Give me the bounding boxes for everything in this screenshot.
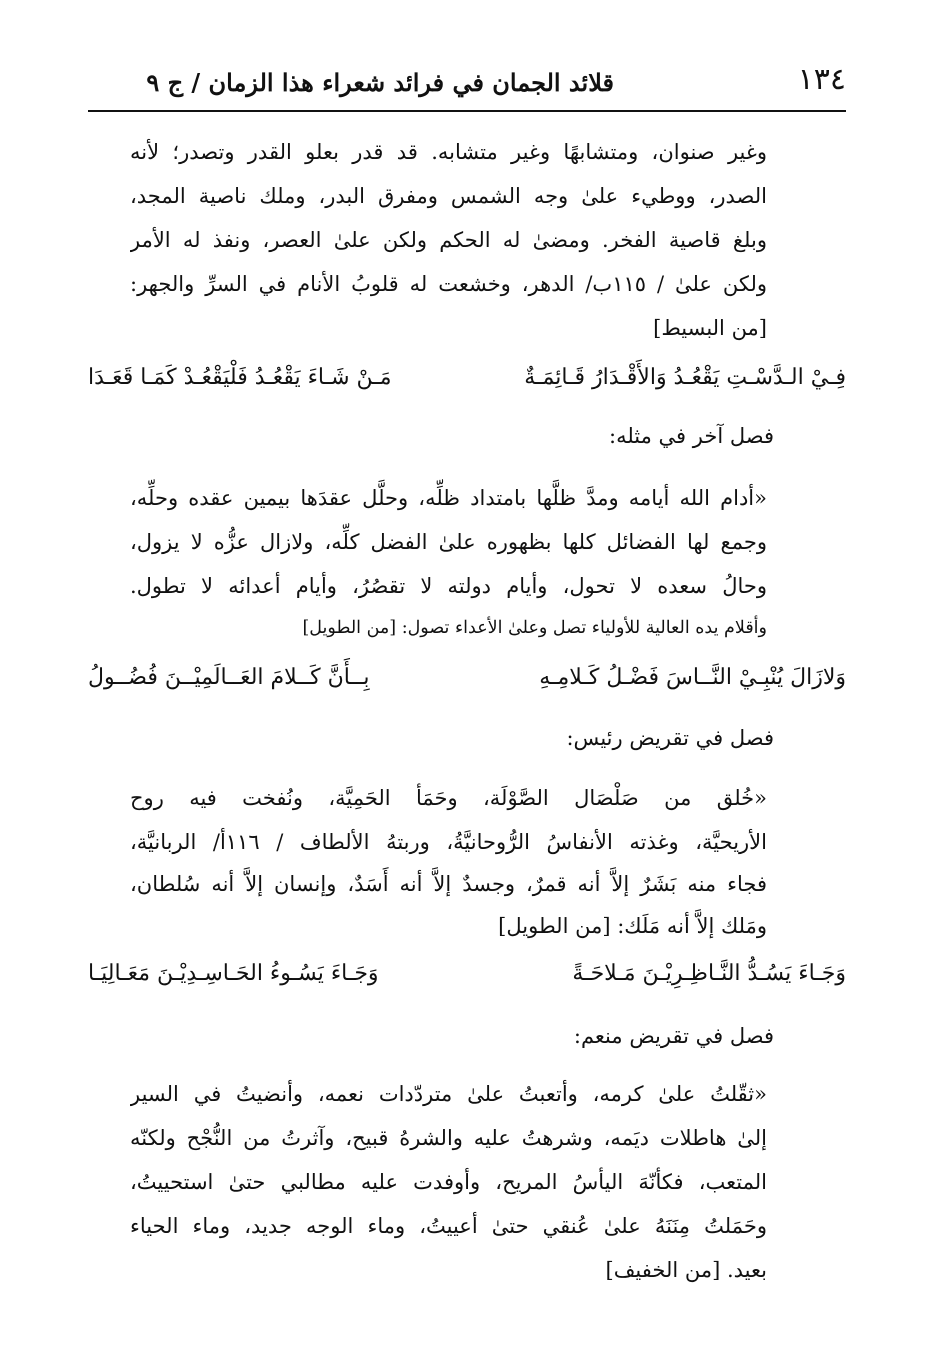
section-heading: فصل آخر في مثله:	[609, 424, 774, 448]
section-heading: فصل في تقريض منعم:	[573, 1024, 774, 1048]
text-line: الصدر، ووطيء علىٰ وجه الشمس ومفرق البدر، وملك ناصية المجد،	[130, 184, 767, 208]
running-title: قلائد الجمان في فرائد شعراء هذا الزمان / ج ٩	[146, 68, 614, 97]
verse-line	[88, 950, 846, 998]
text-line-body: بعيد.	[726, 1258, 767, 1282]
text-line	[300, 1250, 767, 1290]
text-line: المتعب، فكأنّهَ اليأسُ المريح، وأوفدت عليه مطالبي حتىٰ استحييتُ،	[130, 1170, 767, 1194]
verse-second-hemistich: بِــأَنَّ كَــلامَ العَــالَمِيْــنَ فُضُــولُ	[88, 665, 370, 690]
text-line	[300, 608, 767, 648]
meter-label: [من البسيط]	[653, 316, 767, 340]
text-line: الأريحيَّة، وغذته الأنفاسُ الرُّوحانيَّةُ، وربتهُ الألطاف / ١١٦أ/ الربانيَّة،	[130, 830, 767, 854]
text-line: «ثقّلتُ علىٰ كرمه، وأتعبتُ علىٰ متردّدات نعمه، وأنضيتُ في السير	[130, 1082, 767, 1106]
page-header	[88, 60, 846, 104]
verse-second-hemistich: وَجَـاءَ يَسُـوءُ الحَـاسِـدِيْـنَ مَعَـالِيَـا	[88, 961, 379, 986]
text-line-body: وأقلام يده العالية للأولياء تصل وعلىٰ الأعداء تصول:	[401, 618, 767, 638]
verse-first-hemistich: فِـيْ الـدَّسْـتِ يَقْعُـدُ وَالأَقْـدَارُ قَـائِمَـةٌ	[524, 365, 846, 390]
text-line: وغير صنوان، ومتشابهًا وغير متشابه. قد قدر بعلو القدر وتصدر؛ لأنه	[130, 140, 767, 164]
text-line: وحالُ سعده لا تحول، وأيام دولته لا تقصُرُ، وأيام أعدائه لا تطول.	[130, 574, 767, 598]
text-line	[300, 906, 767, 946]
text-line: وبلغ قاصية الفخر. ومضىٰ له الحكم ولكن علىٰ العصر، ونفذ له الأمر	[130, 228, 767, 252]
meter-label: [من الطويل]	[302, 618, 397, 638]
verse-line	[88, 654, 846, 702]
page-number: ١٣٤	[797, 62, 846, 97]
text-line-body: ومَلك إلاَّ أنه مَلَك:	[617, 914, 767, 938]
text-line: «خُلق من صَلْصَال الصَّوْلَة، وحَمَأ الحَمِيَّة، ونُفخت فيه روح	[130, 786, 767, 810]
verse-second-hemistich: مَـنْ شَـاءَ يَقْعُـدُ فَلْيَقْعُـدْ كَمَـا قَعَـدَا	[88, 365, 392, 390]
text-line: وحَمَلتُ مِنَنَهُ علىٰ عُنقي حتىٰ أعييتُ، وماء الوجه جديد، وماء الحياء	[130, 1214, 767, 1238]
verse-first-hemistich: وَجَـاءَ يَسُـدُّ النَّـاظِـرِيْـنَ مَـلاحَـةً	[572, 961, 846, 986]
text-line: «أدام الله أيامه ومدَّ ظلَّها بامتداد ظلِّه، وحلَّل عقدَها بيمين عقده وحلِّه،	[130, 486, 767, 510]
text-line: وجمع لها الفضائل كلها بظهوره علىٰ الفضل كلِّه، ولازال عزُّه لا يزول،	[130, 530, 767, 554]
text-line: ولكن علىٰ / ١١٥ب/ الدهر، وخشعت له قلوبُ الأنام في السرِّ والجهر:	[130, 272, 767, 296]
header-rule	[88, 110, 846, 112]
section-heading: فصل في تقريض رئيس:	[566, 726, 774, 750]
meter-label: [من الطويل]	[498, 914, 611, 938]
text-line: إلىٰ هاطلات ديَمه، وشرهتُ عليه والشرهُ قبيح، وآثرتُ من النُّجْح ولكنّه	[130, 1126, 767, 1150]
meter-label: [من الخفيف]	[605, 1258, 721, 1282]
verse-first-hemistich: وَلازَالَ يُنْبِـيْ النَّــاسَ فَضْـلُ كَـلامِـهِ	[539, 665, 846, 690]
text-line: فجاء منه بَشَرٌ إلاَّ أنه قمرٌ، وجسدٌ إلاَّ أنه أَسَدٌ، وإنسان إلاَّ أنه سُلطان،	[130, 872, 767, 896]
verse-line	[88, 354, 846, 402]
